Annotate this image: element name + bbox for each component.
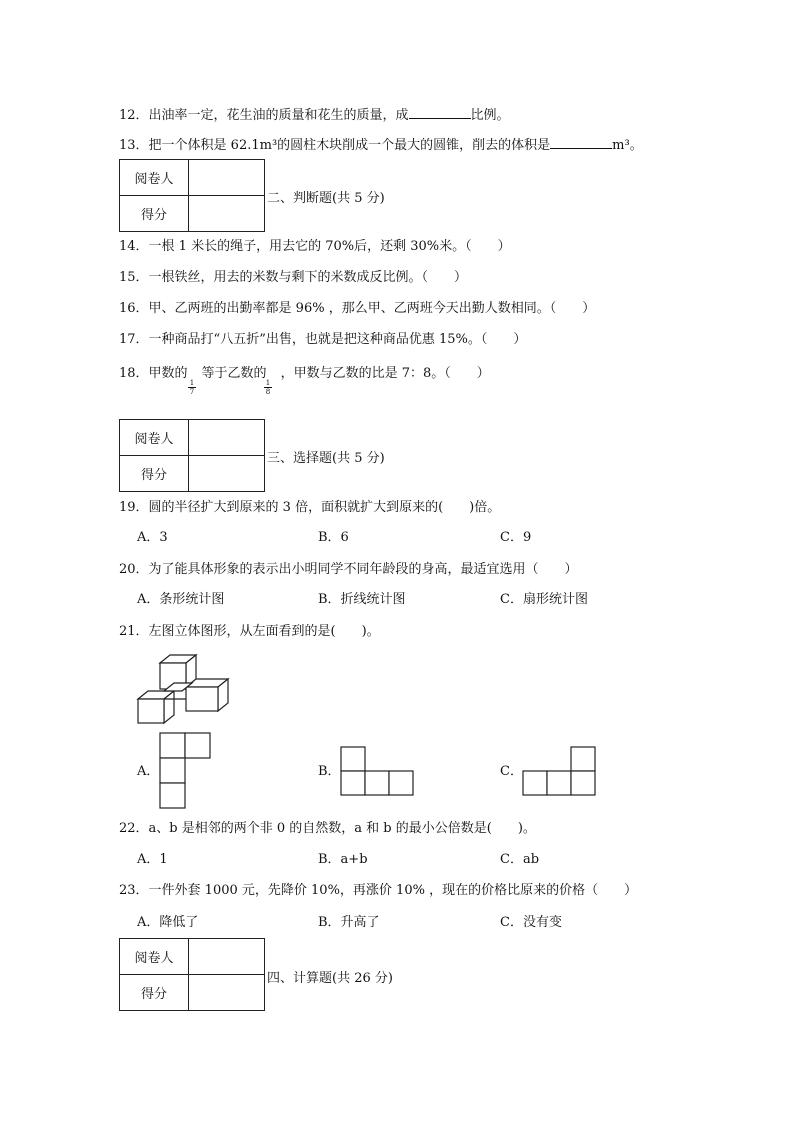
score-cell[interactable]: [189, 196, 265, 232]
option-c[interactable]: C．9: [500, 530, 532, 545]
fraction-numerator: 1: [265, 379, 271, 387]
section-title-judgment: 二、判断题(共 5 分): [267, 191, 385, 206]
question-15: 15．一根铁丝，用去的米数与剩下的米数成反比例。（ ）: [119, 270, 468, 285]
section-title-calculation: 四、计算题(共 26 分): [267, 971, 393, 986]
option-b[interactable]: B．6: [318, 530, 349, 545]
reviewer-cell[interactable]: [189, 160, 265, 196]
option-a[interactable]: A．: [137, 764, 160, 779]
reviewer-cell[interactable]: [189, 420, 265, 456]
question-18: [119, 366, 490, 382]
question-19: 19．圆的半径扩大到原来的 3 倍，面积就扩大到原来的( )倍。: [119, 500, 501, 515]
option-b[interactable]: B．a+b: [318, 852, 368, 867]
reviewer-cell[interactable]: [189, 939, 265, 975]
score-cell[interactable]: [189, 456, 265, 492]
score-box: [119, 159, 265, 232]
question-18-part3: ，甲数与乙数的比是 7：8。（ ）: [280, 366, 490, 381]
option-a[interactable]: A．条形统计图: [137, 592, 225, 607]
view-option-a[interactable]: [160, 733, 212, 811]
fraction-denominator: 7: [189, 388, 195, 396]
fraction-one-seventh: [187, 379, 197, 396]
question-12-text: 12．出油率一定，花生油的质量和花生的质量，成: [119, 108, 409, 123]
option-c[interactable]: C．扇形统计图: [500, 592, 588, 607]
question-14: 14．一根 1 米长的绳子，用去它的 70%后，还剩 30%米。（ ）: [119, 239, 511, 254]
score-cell[interactable]: [189, 975, 265, 1011]
view-option-c[interactable]: [523, 747, 599, 799]
question-12: [119, 106, 510, 124]
question-12-suffix: 比例。: [470, 108, 510, 123]
option-c[interactable]: C．没有变: [500, 915, 562, 930]
question-20: 20．为了能具体形象的表示出小明同学不同年龄段的身高，最适宜选用（ ）: [119, 562, 578, 577]
question-13: [119, 136, 643, 154]
cube-figure: [136, 653, 232, 725]
reviewer-label: 阅卷人: [120, 420, 189, 456]
question-23: 23．一件外套 1000 元，先降价 10%，再涨价 10% ，现在的价格比原来的价格（ ）: [119, 883, 638, 898]
score-box: [119, 419, 265, 492]
option-a[interactable]: A．1: [137, 852, 168, 867]
question-18-part2: 等于乙数的: [201, 366, 267, 381]
option-a[interactable]: A．3: [137, 530, 168, 545]
option-c[interactable]: C．: [500, 764, 523, 779]
option-b[interactable]: B．折线统计图: [318, 592, 406, 607]
section-title-choice: 三、选择题(共 5 分): [267, 451, 385, 466]
score-box: [119, 938, 265, 1011]
question-18-part1: 18．甲数的: [119, 366, 188, 381]
option-b[interactable]: B．: [318, 764, 341, 779]
reviewer-label: 阅卷人: [120, 160, 189, 196]
reviewer-label: 阅卷人: [120, 939, 189, 975]
option-a[interactable]: A．降低了: [137, 915, 199, 930]
question-13-text: 13．把一个体积是 62.1m³的圆柱木块削成一个最大的圆锥，削去的体积是: [119, 138, 551, 153]
question-21: 21．左图立体图形，从左面看到的是( )。: [119, 624, 380, 639]
option-c[interactable]: C．ab: [500, 852, 540, 867]
question-16: 16．甲、乙两班的出勤率都是 96% ，那么甲、乙两班今天出勤人数相同。（ ）: [119, 301, 596, 316]
fraction-denominator: 8: [265, 388, 271, 396]
fraction-one-eighth: [263, 379, 273, 396]
question-17: 17．一种商品打“八五折”出售，也就是把这种商品优惠 15%。（ ）: [119, 332, 527, 347]
view-option-b[interactable]: [341, 747, 417, 799]
question-13-suffix: m³。: [612, 138, 643, 153]
fraction-numerator: 1: [189, 379, 195, 387]
answer-blank[interactable]: [550, 136, 612, 149]
option-b[interactable]: B．升高了: [318, 915, 380, 930]
question-22: 22．a、b 是相邻的两个非 0 的自然数，a 和 b 的最小公倍数是( )。: [119, 821, 536, 836]
answer-blank[interactable]: [409, 106, 471, 119]
score-label: 得分: [120, 456, 189, 492]
score-label: 得分: [120, 196, 189, 232]
score-label: 得分: [120, 975, 189, 1011]
